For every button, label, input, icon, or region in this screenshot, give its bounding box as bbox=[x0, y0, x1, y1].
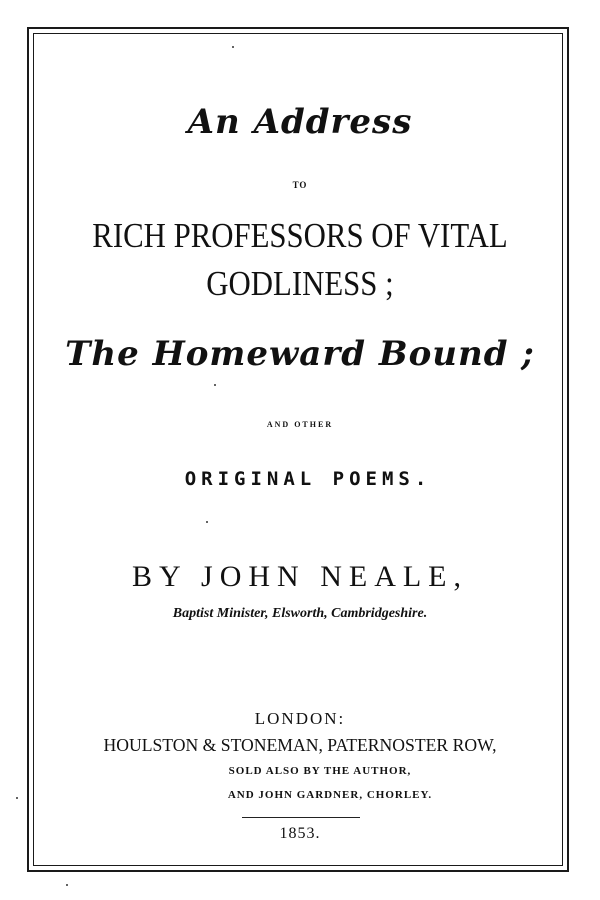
connector-and-other: AND OTHER bbox=[266, 420, 334, 429]
ink-speck bbox=[206, 521, 208, 523]
imprint-and-gardner: AND JOHN GARDNER, CHORLEY. bbox=[227, 789, 433, 801]
author-description: Baptist Minister, Elsworth, Cambridgeshire. bbox=[172, 606, 428, 621]
subject-line-2: GODLINESS ; bbox=[206, 264, 394, 303]
ink-speck bbox=[232, 46, 234, 48]
connector-to: TO bbox=[292, 180, 308, 190]
title-line-homeward-bound: The Homeward Bound ; bbox=[65, 334, 535, 374]
poems-line: ORIGINAL POEMS. bbox=[184, 468, 432, 490]
subject-line-1: RICH PROFESSORS OF VITAL bbox=[92, 216, 508, 255]
ink-speck bbox=[214, 384, 216, 386]
imprint-publisher: HOULSTON & STONEMAN, PATERNOSTER ROW, bbox=[103, 735, 497, 755]
publication-year: 1853. bbox=[279, 825, 321, 842]
ink-speck bbox=[16, 797, 18, 799]
imprint-sold-by: SOLD ALSO BY THE AUTHOR, bbox=[228, 765, 412, 777]
ink-speck bbox=[66, 884, 68, 886]
imprint-rule bbox=[242, 817, 360, 818]
title-line-an-address: An Address bbox=[187, 102, 413, 142]
imprint-city: LONDON: bbox=[254, 709, 346, 728]
author-line: BY JOHN NEALE, bbox=[131, 560, 469, 593]
